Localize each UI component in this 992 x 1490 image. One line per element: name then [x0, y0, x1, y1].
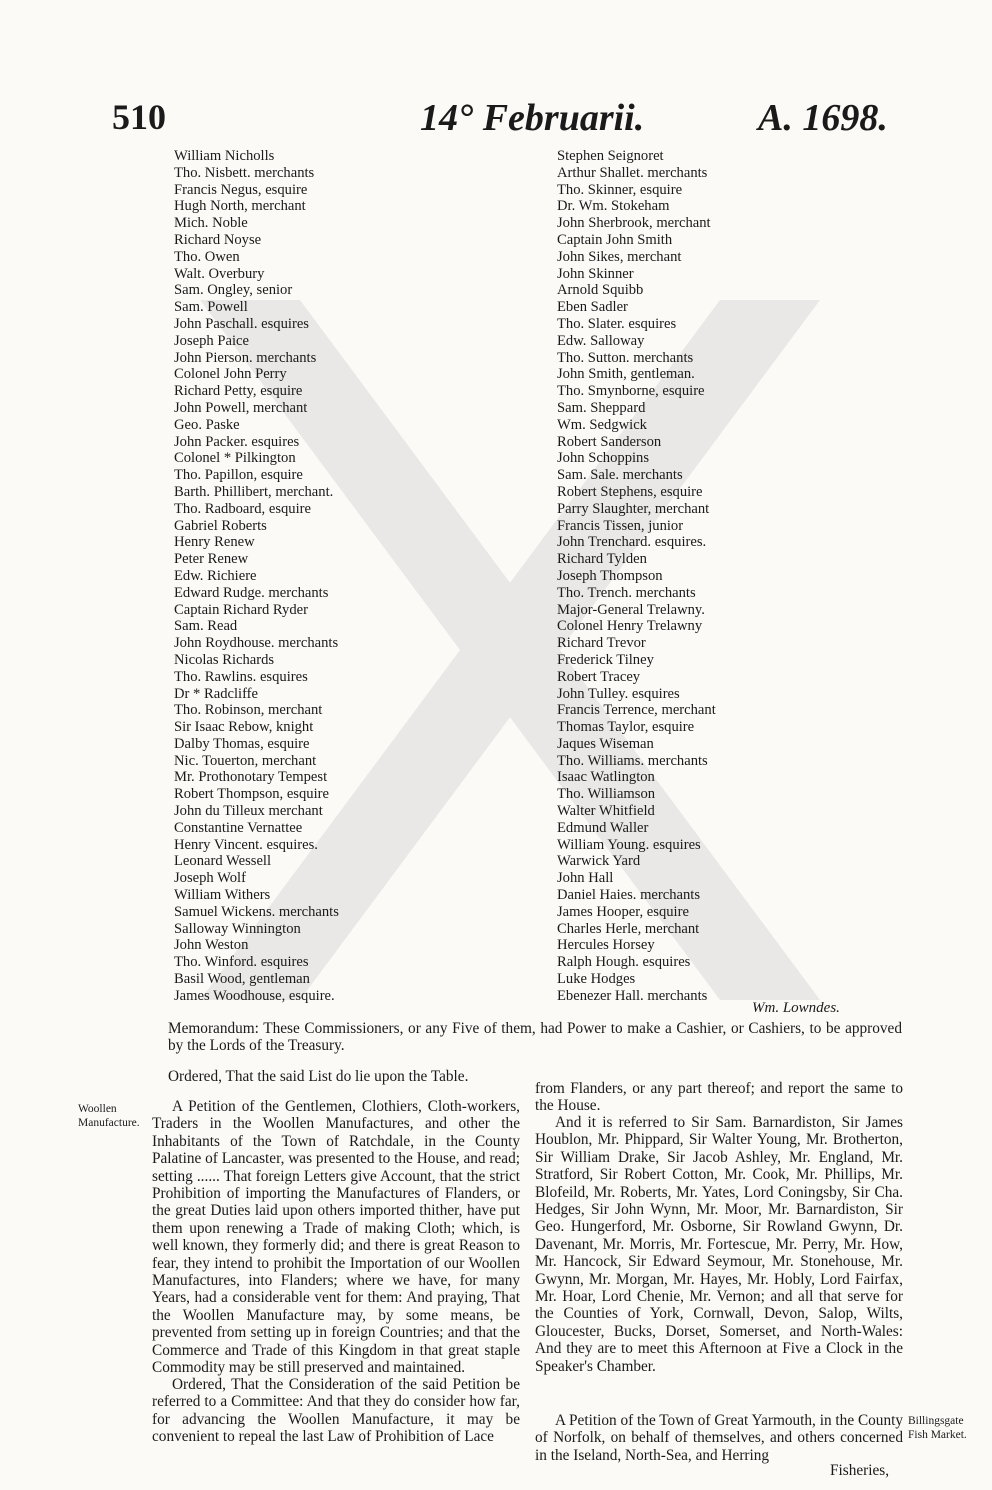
commissioner-name: Samuel Wickens. merchants: [174, 903, 339, 920]
commissioner-name: John Paschall. esquires: [174, 315, 309, 332]
commissioner-name: Ebenezer Hall. merchants: [557, 987, 708, 1004]
commissioner-name: John Powell, merchant: [174, 399, 308, 416]
commissioner-name: Charles Herle, merchant: [557, 920, 700, 937]
commissioner-name: Robert Tracey: [557, 668, 641, 685]
commissioner-name: Gabriel Roberts: [174, 517, 267, 534]
commissioner-name: John Pierson. merchants: [174, 349, 317, 366]
commissioner-name: Walter Whitfield: [557, 803, 655, 820]
commissioner-name: Tho. Owen: [174, 248, 240, 265]
commissioner-name: John Sherbrook, merchant: [557, 215, 711, 232]
commissioner-name: Richard Noyse: [174, 231, 262, 248]
continuation-text: from Flanders, or any part thereof; and report the same to the House.: [535, 1080, 903, 1115]
commissioner-name: John Weston: [174, 937, 249, 954]
commissioner-name: Arthur Shallet. merchants: [557, 164, 708, 181]
commissioner-name: Richard Trevor: [557, 635, 646, 652]
commissioner-name: Tho. Slater. esquires: [557, 315, 677, 332]
committee-referral: And it is referred to Sir Sam. Barnardiston, Sir James Houblon, Mr. Phippard, Sir Walter Young, Mr. Brotherton, Sir William Drake, Sir Jacob Ashley, Mr. England, Mr. Stratford, Sir Robert Cotton, Mr. Cook, Mr. Phillips, Mr. Blofeild, Mr. Roberts, Mr. Yates, Lord Coningsby, Sir Cha. Hedges, Sir John Wynn, Mr. Moor, Mr. Barnardiston, Sir Geo. Hungerford, Mr. Osborne, Sir Rowland Gwynn, Dr. Davenant, Mr. Morris, Mr. Fortescue, Mr. Perry, Mr. How, Mr. Hancock, Sir Edward Seymour, Mr. Stonehouse, Mr. Gwynn, Mr. Morgan, Mr. Hayes, Mr. Hobly, Lord Fairfax, Mr. Hoar, Lord Chenie, Mr. Vernon; and all that serve for the Counties of York, Cornwall, Devon, Salop, Wilts, Gloucester, Bucks, Dorset, Somerset, and North-Wales: And they are to meet this Afternoon at Five a Clock in the Speaker's Chamber.: [535, 1114, 903, 1375]
commissioner-name: Walt. Overbury: [174, 265, 265, 282]
commissioner-name: Eben Sadler: [557, 299, 628, 316]
commissioner-name: Tho. Skinner, esquire: [557, 181, 683, 198]
commissioner-name: Richard Petty, esquire: [174, 383, 303, 400]
commissioner-name: Arnold Squibb: [557, 282, 644, 299]
commissioner-name: Stephen Seignoret: [557, 148, 664, 164]
commissioner-name: Geo. Paske: [174, 416, 240, 433]
commissioner-name: Mr. Prothonotary Tempest: [174, 769, 328, 786]
commissioner-name: Sir Isaac Rebow, knight: [174, 719, 314, 736]
names-list-left: [174, 148, 339, 1005]
commissioner-name: Edw. Richiere: [174, 567, 257, 584]
commissioner-name: Robert Sanderson: [557, 433, 662, 450]
commissioner-name: Joseph Paice: [174, 332, 249, 349]
commissioner-name: Henry Renew: [174, 534, 255, 551]
commissioner-name: Edw. Salloway: [557, 332, 645, 349]
commissioner-name: Tho. Williams. merchants: [557, 752, 708, 769]
commissioner-name: Colonel Henry Trelawny: [557, 618, 703, 635]
commissioner-name: Dr * Radcliffe: [174, 685, 259, 702]
commissioner-name: William Nicholls: [174, 148, 275, 164]
commissioner-name: James Hooper, esquire: [557, 903, 689, 920]
commissioner-name: Tho. Trench. merchants: [557, 584, 696, 601]
commissioner-name: Hugh North, merchant: [174, 198, 306, 215]
commissioner-name: Joseph Thompson: [557, 567, 663, 584]
commissioner-name: Edmund Waller: [557, 819, 649, 836]
catchword: Fisheries,: [830, 1462, 890, 1479]
commissioner-name: John Schoppins: [557, 450, 650, 467]
commissioner-name: John Tulley. esquires: [557, 685, 680, 702]
commissioner-name: Frederick Tilney: [557, 651, 654, 668]
commissioner-name: Tho. Sutton. merchants: [557, 349, 694, 366]
commissioner-name: Colonel John Perry: [174, 366, 287, 383]
commissioner-name: Major-General Trelawny.: [557, 601, 705, 618]
signature: Wm. Lowndes.: [752, 1000, 840, 1016]
commissioner-name: John Packer. esquires: [174, 433, 300, 450]
commissioner-name: John Smith, gentleman.: [557, 366, 695, 383]
commissioner-name: Sam. Sale. merchants: [557, 467, 683, 484]
commissioner-name: Sam. Sheppard: [557, 399, 646, 416]
commissioner-name: Dalby Thomas, esquire: [174, 735, 310, 752]
commissioner-name: John Skinner: [557, 265, 634, 282]
commissioner-name: Francis Terrence, merchant: [557, 702, 716, 719]
commissioner-name: Nic. Touerton, merchant: [174, 752, 317, 769]
commissioner-name: John Hall: [557, 870, 614, 887]
commissioner-name: Tho. Papillon, esquire: [174, 467, 303, 484]
commissioner-name: Tho. Nisbett. merchants: [174, 164, 315, 181]
commissioner-name: Edward Rudge. merchants: [174, 584, 329, 601]
page-number: 510: [112, 97, 166, 137]
commissioner-name: Parry Slaughter, merchant: [557, 500, 710, 517]
commissioner-name: Tho. Williamson: [557, 786, 656, 803]
commissioner-name: John Roydhouse. merchants: [174, 635, 339, 652]
commissioner-name: Tho. Winford. esquires: [174, 954, 309, 971]
commissioner-name: Wm. Sedgwick: [557, 416, 647, 433]
commissioner-name: Thomas Taylor, esquire: [557, 719, 695, 736]
petition-yarmouth: A Petition of the Town of Great Yarmouth, in the County of Norfolk, on behalf of themselves, and others concerned in the Iseland, North-Sea, and Herring: [535, 1412, 903, 1464]
commissioner-name: Colonel * Pilkington: [174, 450, 296, 467]
commissioner-name: Constantine Vernattee: [174, 819, 303, 836]
memorandum: Memorandum: These Commissioners, or any Five of them, had Power to make a Cashier, or Cashiers, to be approved by the Lords of the Treasury.: [168, 1020, 902, 1055]
names-list-right: [557, 148, 716, 1005]
ordered-list-on-table: Ordered, That the said List do lie upon the Table.: [168, 1068, 469, 1085]
commissioner-name: Tho. Robinson, merchant: [174, 702, 323, 719]
commissioner-name: Tho. Radboard, esquire: [174, 500, 311, 517]
commissioner-name: Robert Stephens, esquire: [557, 483, 703, 500]
commissioner-name: Isaac Watlington: [557, 769, 655, 786]
commissioner-name: Francis Negus, esquire: [174, 181, 308, 198]
commissioner-name: Richard Tylden: [557, 551, 647, 568]
commissioner-name: Tho. Rawlins. esquires: [174, 668, 308, 685]
commissioner-name: Joseph Wolf: [174, 870, 246, 887]
commissioner-name: Captain Richard Ryder: [174, 601, 308, 618]
commissioner-name: William Young. esquires: [557, 836, 701, 853]
commissioner-name: Daniel Haies. merchants: [557, 887, 701, 904]
commissioner-name: Leonard Wessell: [174, 853, 272, 870]
commissioner-name: Sam. Read: [174, 618, 238, 635]
page-year: A. 1698.: [758, 97, 888, 139]
commissioner-name: Peter Renew: [174, 551, 249, 568]
commissioner-name: Salloway Winnington: [174, 920, 301, 937]
page-date-heading: 14° Februarii.: [420, 97, 645, 139]
commissioner-name: Mich. Noble: [174, 215, 248, 232]
commissioner-name: William Withers: [174, 887, 271, 904]
commissioner-name: Ralph Hough. esquires: [557, 954, 691, 971]
ordered-committee: Ordered, That the Consideration of the said Petition be referred to a Committee: And that they do consider how far, for advancing the Woollen Manufacture, it may be convenient to repeal the last Law of Prohibition of Lace: [152, 1376, 520, 1446]
commissioner-name: Sam. Ongley, senior: [174, 282, 293, 299]
commissioner-name: Dr. Wm. Stokeham: [557, 198, 670, 215]
commissioner-name: John du Tilleux merchant: [174, 803, 323, 820]
commissioner-name: Hercules Horsey: [557, 937, 655, 954]
commissioner-name: Francis Tissen, junior: [557, 517, 684, 534]
commissioner-name: Barth. Phillibert, merchant.: [174, 483, 334, 500]
margin-note-woollen: Woollen Manufacture.: [78, 1103, 140, 1129]
commissioner-name: Nicolas Richards: [174, 651, 275, 668]
commissioner-name: Jaques Wiseman: [557, 735, 654, 752]
commissioner-name: Captain John Smith: [557, 231, 673, 248]
commissioner-name: Robert Thompson, esquire: [174, 786, 329, 803]
margin-note-billingsgate: Billingsgate Fish Market.: [908, 1415, 967, 1441]
petition-woollen: A Petition of the Gentlemen, Clothiers, Cloth-workers, Traders in the Woollen Manufactures, and other the Inhabitants of the Town of Ratchdale, in the County Palatine of Lancaster, was presented to the House, and read; setting ...... That foreign Letters give Account, that the strict Prohibition of importing the Manufactures of Flanders, or the great Duties laid upon others imported thither, have put them upon renewing a Trade of making Cloth; which, is well known, they formerly did; and there is great Reason to fear, they intend to prohibit the Importation of our Woollen Manufactures, into Flanders; where we have, for many Years, had a considerable vent for them: And praying, That the Woollen Manufacture may, by some means, be prevented from setting up in foreign Countries; and that the Commerce and Trade of this Kingdom in that great staple Commodity may be still preserved and maintained.: [152, 1098, 520, 1377]
commissioner-name: John Trenchard. esquires.: [557, 534, 707, 551]
commissioner-name: John Sikes, merchant: [557, 248, 682, 265]
commissioner-name: Tho. Smynborne, esquire: [557, 383, 705, 400]
commissioner-name: James Woodhouse, esquire.: [174, 987, 335, 1004]
commissioner-name: Henry Vincent. esquires.: [174, 836, 318, 853]
commissioner-name: Sam. Powell: [174, 299, 248, 316]
commissioner-name: Warwick Yard: [557, 853, 641, 870]
commissioner-name: Basil Wood, gentleman: [174, 971, 310, 988]
commissioner-name: Luke Hodges: [557, 971, 636, 988]
